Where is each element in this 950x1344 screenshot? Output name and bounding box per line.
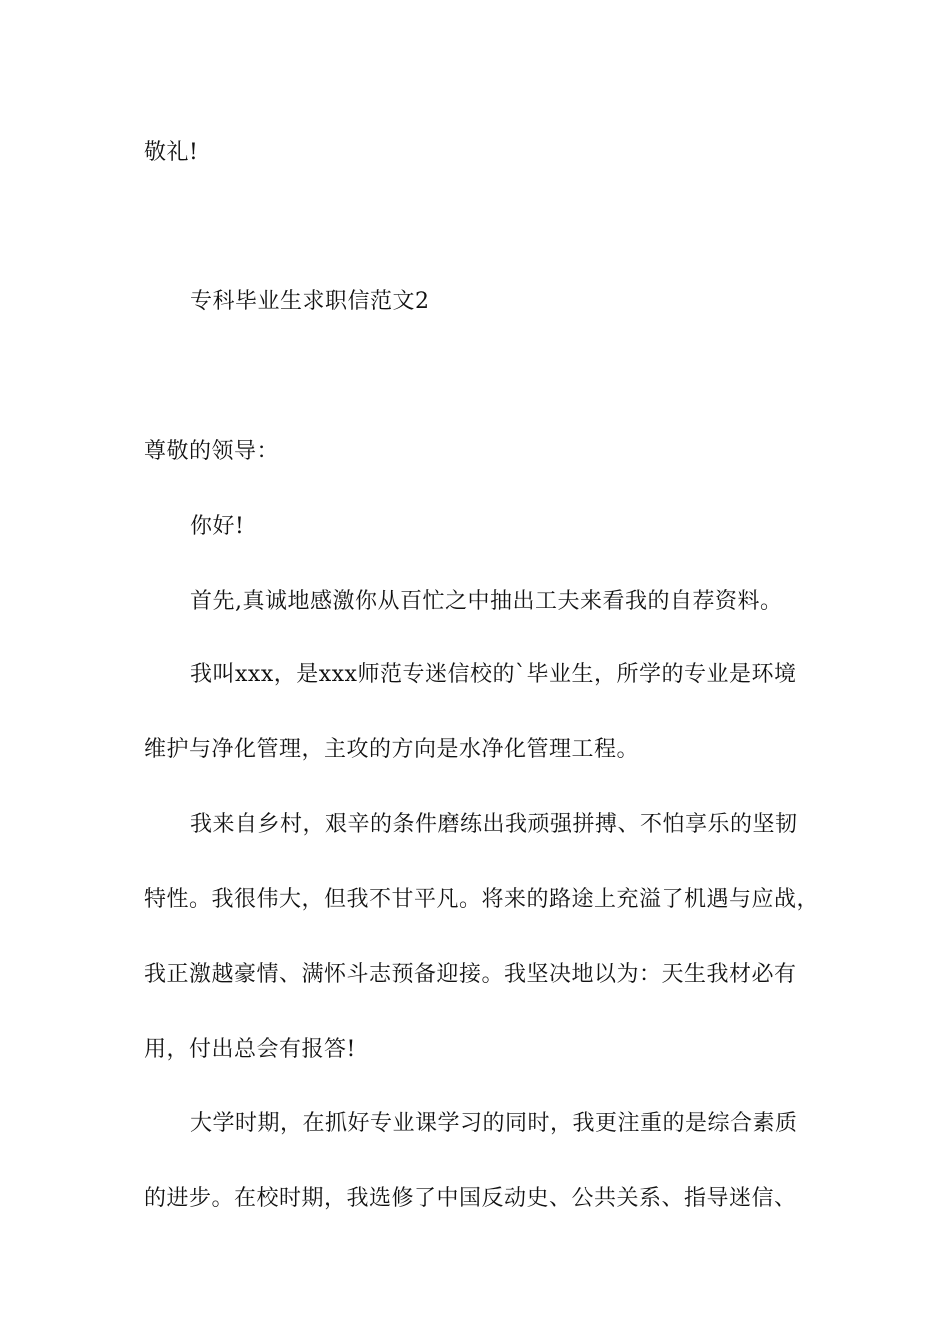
paragraph-line: 首先,真诚地感激你从百忙之中抽出工夫来看我的自荐资料。: [190, 589, 783, 614]
paragraph-line: 特性。我很伟大，但我不甘平凡。将来的路途上充溢了机遇与应战，: [144, 887, 820, 912]
paragraph-line: 用，付出总会有报答!: [144, 1037, 356, 1062]
closing-text: 敬礼!: [144, 140, 199, 165]
salutation-text: 尊敬的领导：: [144, 439, 280, 464]
paragraph-line: 我叫xxx，是xxx师范专迷信校的`毕业生，所学的专业是环境: [190, 662, 797, 687]
section-title: 专科毕业生求职信范文2: [190, 289, 430, 314]
greeting-text: 你好!: [190, 514, 245, 539]
paragraph-line: 我正激越豪情、满怀斗志预备迎接。我坚决地以为：天生我材必有: [144, 962, 797, 987]
paragraph-line: 大学时期，在抓好专业课学习的同时，我更注重的是综合素质: [190, 1111, 798, 1136]
paragraph-line: 维护与净化管理，主攻的方向是水净化管理工程。: [144, 737, 640, 762]
paragraph-line: 的进步。在校时期，我选修了中国反动史、公共关系、指导迷信、: [144, 1186, 797, 1211]
paragraph-line: 我来自乡村，艰辛的条件磨练出我顽强拼搏、不怕享乐的坚韧: [190, 812, 798, 837]
